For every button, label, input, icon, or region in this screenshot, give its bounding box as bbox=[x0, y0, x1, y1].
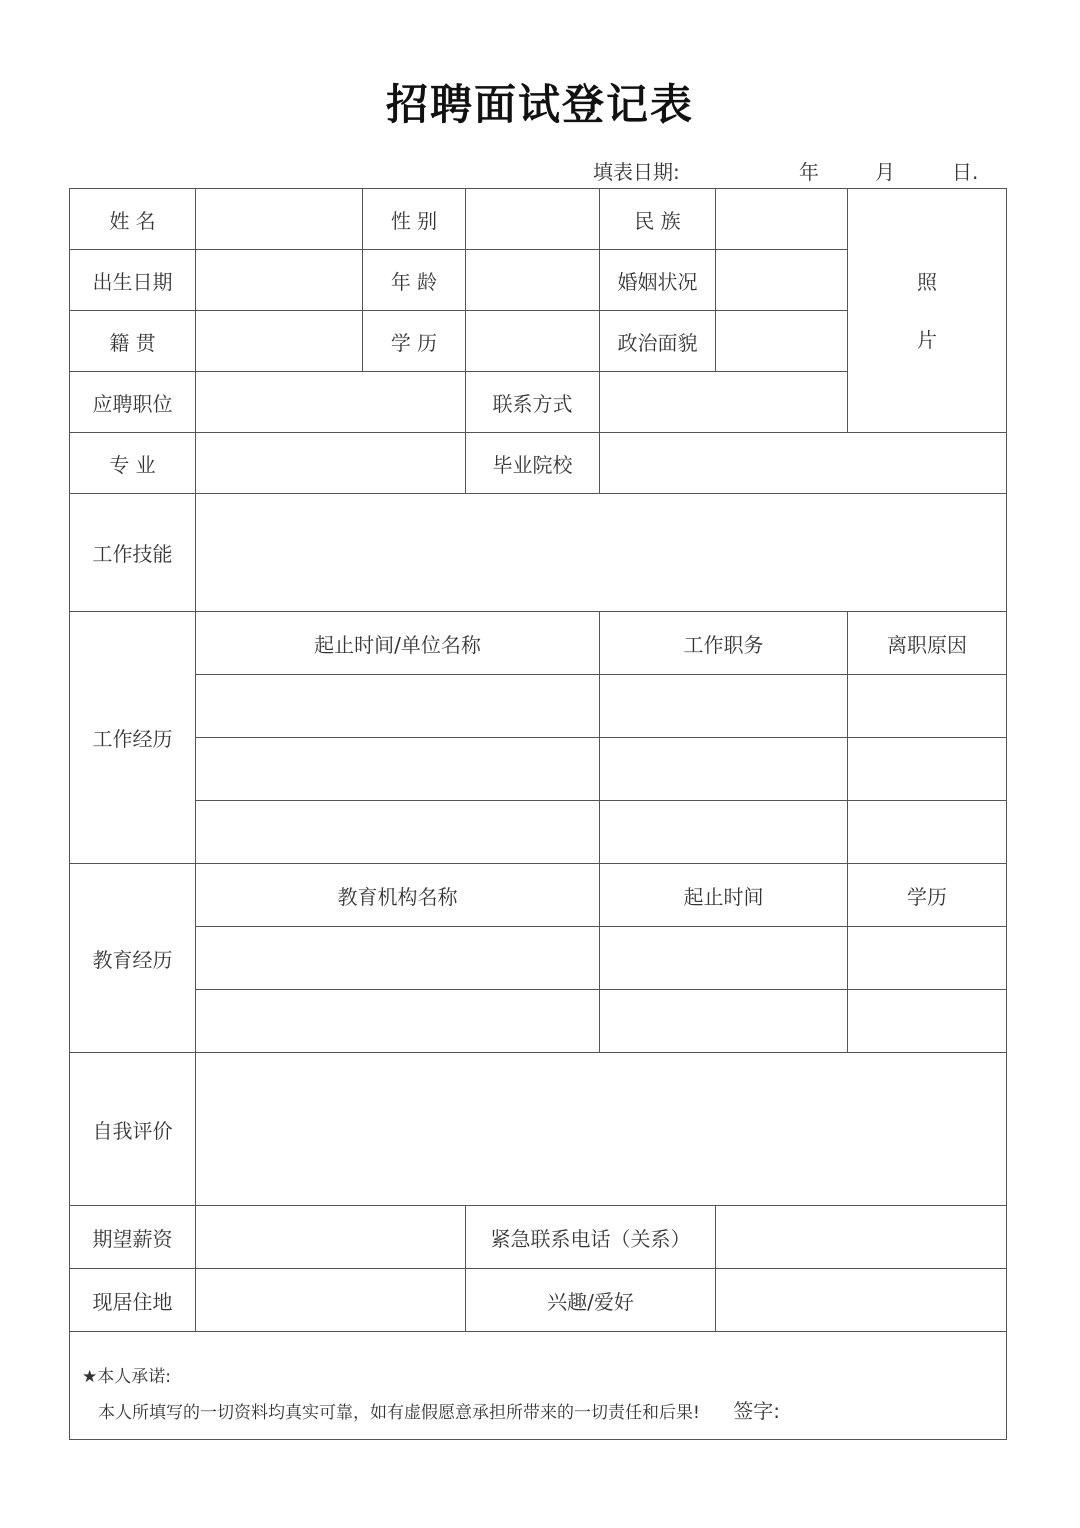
edu-row-1-period[interactable] bbox=[600, 927, 848, 990]
edu-col-institution: 教育机构名称 bbox=[196, 864, 600, 927]
edu-row-2-institution[interactable] bbox=[196, 990, 600, 1053]
work-row-1-leave-reason[interactable] bbox=[848, 675, 1007, 738]
hobbies-field[interactable] bbox=[716, 1269, 1007, 1332]
hobbies-label: 兴趣/爱好 bbox=[466, 1269, 716, 1332]
ethnicity-label: 民 族 bbox=[600, 189, 716, 250]
skills-label: 工作技能 bbox=[70, 494, 196, 612]
work-col-leave-reason: 离职原因 bbox=[848, 612, 1007, 675]
edu-col-period: 起止时间 bbox=[600, 864, 848, 927]
edu-row-2-period[interactable] bbox=[600, 990, 848, 1053]
emergency-contact-label: 紧急联系电话（关系） bbox=[466, 1206, 716, 1269]
work-col-position: 工作职务 bbox=[600, 612, 848, 675]
expected-salary-field[interactable] bbox=[196, 1206, 466, 1269]
form-title: 招聘面试登记表 bbox=[385, 80, 694, 129]
expected-salary-label: 期望薪资 bbox=[70, 1206, 196, 1269]
education-history-label: 教育经历 bbox=[70, 864, 196, 1053]
edu-col-degree: 学历 bbox=[848, 864, 1007, 927]
gender-field[interactable] bbox=[466, 189, 600, 250]
edu-row-2-degree[interactable] bbox=[848, 990, 1007, 1053]
work-row-3-leave-reason[interactable] bbox=[848, 801, 1007, 864]
work-col-period-company: 起止时间/单位名称 bbox=[196, 612, 600, 675]
school-field[interactable] bbox=[600, 433, 1007, 494]
work-row-1-position[interactable] bbox=[600, 675, 848, 738]
ethnicity-field[interactable] bbox=[716, 189, 848, 250]
birth-date-field[interactable] bbox=[196, 250, 363, 311]
photo-label-char2: 片 bbox=[917, 327, 937, 352]
registration-form-table bbox=[69, 188, 1007, 1440]
self-evaluation-field[interactable] bbox=[196, 1053, 1007, 1206]
pledge-text: 本人所填写的一切资料均真实可靠，如有虚假愿意承担所带来的一切责任和后果! bbox=[98, 1403, 700, 1423]
work-row-2-position[interactable] bbox=[600, 738, 848, 801]
fill-date-label: 填表日期: bbox=[593, 160, 680, 184]
position-field[interactable] bbox=[196, 372, 466, 433]
work-row-3-period-company[interactable] bbox=[196, 801, 600, 864]
pledge-statement-line bbox=[98, 1395, 1006, 1424]
residence-label: 现居住地 bbox=[70, 1269, 196, 1332]
native-place-field[interactable] bbox=[196, 311, 363, 372]
position-label: 应聘职位 bbox=[70, 372, 196, 433]
emergency-contact-field[interactable] bbox=[716, 1206, 1007, 1269]
work-row-1-period-company[interactable] bbox=[196, 675, 600, 738]
pledge-heading: ★本人承诺: bbox=[82, 1367, 171, 1387]
education-field[interactable] bbox=[466, 311, 600, 372]
school-label: 毕业院校 bbox=[466, 433, 600, 494]
skills-field[interactable] bbox=[196, 494, 1007, 612]
residence-field[interactable] bbox=[196, 1269, 466, 1332]
major-label: 专 业 bbox=[70, 433, 196, 494]
month-label: 月 bbox=[875, 160, 895, 184]
marital-status-field[interactable] bbox=[716, 250, 848, 311]
age-label: 年 龄 bbox=[363, 250, 466, 311]
edu-row-1-institution[interactable] bbox=[196, 927, 600, 990]
photo-box[interactable] bbox=[848, 189, 1007, 433]
day-label: 日. bbox=[952, 160, 979, 184]
pledge-section bbox=[70, 1332, 1007, 1440]
self-evaluation-label: 自我评价 bbox=[70, 1053, 196, 1206]
contact-label: 联系方式 bbox=[466, 372, 600, 433]
name-field[interactable] bbox=[196, 189, 363, 250]
work-row-3-position[interactable] bbox=[600, 801, 848, 864]
education-label: 学 历 bbox=[363, 311, 466, 372]
signature-label: 签字: bbox=[733, 1399, 780, 1423]
gender-label: 性 别 bbox=[363, 189, 466, 250]
marital-status-label: 婚姻状况 bbox=[600, 250, 716, 311]
work-row-2-period-company[interactable] bbox=[196, 738, 600, 801]
work-row-2-leave-reason[interactable] bbox=[848, 738, 1007, 801]
native-place-label: 籍 贯 bbox=[70, 311, 196, 372]
work-history-label: 工作经历 bbox=[70, 612, 196, 864]
year-label: 年 bbox=[799, 160, 819, 184]
photo-label-char1: 照 bbox=[917, 269, 937, 294]
edu-row-1-degree[interactable] bbox=[848, 927, 1007, 990]
major-field[interactable] bbox=[196, 433, 466, 494]
contact-field[interactable] bbox=[600, 372, 848, 433]
birth-date-label: 出生日期 bbox=[70, 250, 196, 311]
age-field[interactable] bbox=[466, 250, 600, 311]
name-label: 姓 名 bbox=[70, 189, 196, 250]
political-status-field[interactable] bbox=[716, 311, 848, 372]
political-status-label: 政治面貌 bbox=[600, 311, 716, 372]
